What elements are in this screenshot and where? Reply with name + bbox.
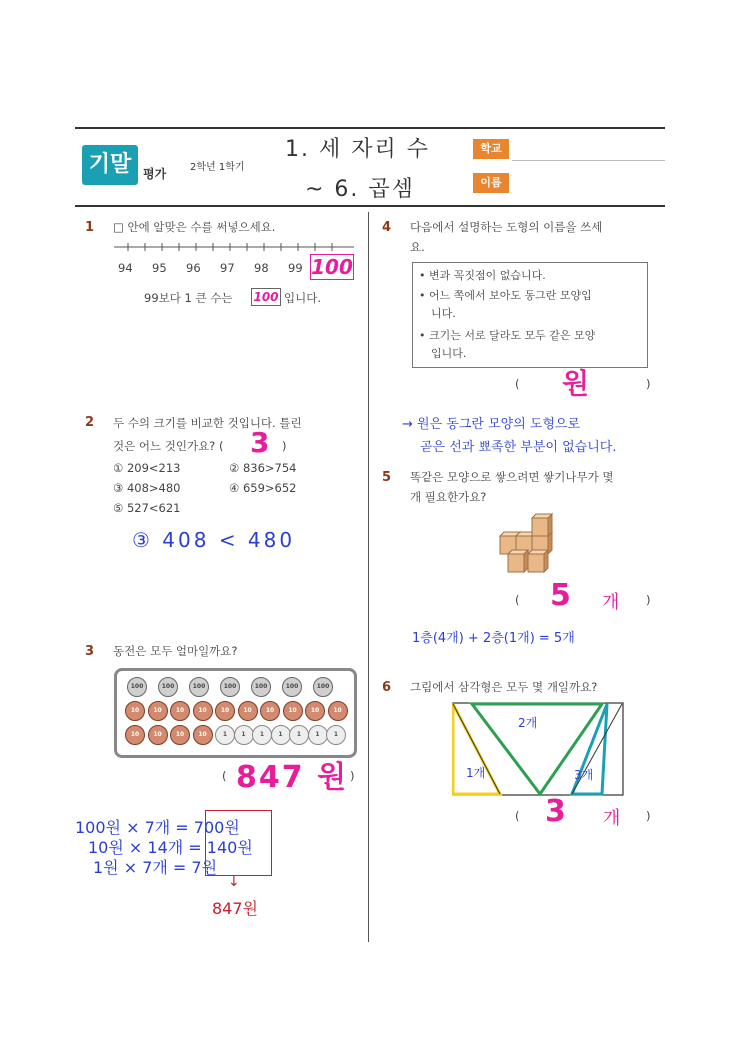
coin-10: 10: [148, 701, 168, 721]
school-field-line[interactable]: [512, 160, 665, 161]
question-3-number: 3: [85, 644, 95, 659]
question-2-work-handwritten: ③ 408 < 480: [132, 528, 296, 552]
number-line: [112, 240, 356, 254]
coin-1: 1: [215, 725, 235, 745]
coin-10: 10: [328, 701, 348, 721]
answer-box-handwritten[interactable]: 100: [311, 255, 353, 279]
coin-panel: [114, 668, 357, 758]
work-line: 1원 × 7개 = 7원: [93, 858, 218, 877]
question-3-answer-handwritten[interactable]: 847 원: [236, 760, 349, 795]
question-4-number: 4: [382, 220, 392, 235]
coin-1: 1: [271, 725, 291, 745]
page-title-line2: ~ 6. 곱셈: [305, 177, 415, 202]
tick-label: 95: [152, 261, 167, 275]
coin-100: 100: [251, 677, 271, 697]
coin-10: 10: [125, 725, 145, 745]
coin-10: 10: [238, 701, 258, 721]
question-5-close-paren: ): [646, 593, 651, 607]
question-3-close-paren: ): [350, 769, 355, 783]
hint-line: • 어느 쪽에서 보아도 동그란 모양입: [419, 289, 592, 302]
option-item: ③ 408>480: [113, 481, 181, 495]
coin-100: 100: [282, 677, 302, 697]
question-3-total-handwritten: 847원: [212, 899, 258, 918]
hint-line: 입니다.: [431, 347, 467, 360]
stacked-cubes-figure: [490, 508, 570, 578]
question-4-text-line1: 다음에서 설명하는 도형의 이름을 쓰세: [410, 220, 603, 234]
coin-10: 10: [170, 701, 190, 721]
coin-1: 1: [308, 725, 328, 745]
coin-100: 100: [127, 677, 147, 697]
brand-logo: 기말: [82, 145, 138, 185]
coin-10: 10: [283, 701, 303, 721]
triangle-label-top: 2개: [518, 716, 538, 730]
column-divider: [368, 212, 369, 942]
option-item: ① 209<213: [113, 461, 181, 475]
tick-label: 98: [254, 261, 269, 275]
coin-1: 1: [252, 725, 272, 745]
tick-label: 99: [288, 261, 303, 275]
hint-line: 니다.: [431, 307, 456, 320]
question-3-open-paren: (: [222, 769, 227, 783]
question-4-note-line1: → 원은 동그란 모양의 도형으로: [402, 417, 581, 432]
question-2-text-line1: 두 수의 크기를 비교한 것입니다. 틀린: [113, 416, 302, 430]
coin-10: 10: [193, 701, 213, 721]
question-6-text: 그림에서 삼각형은 모두 몇 개일까요?: [410, 680, 598, 694]
coin-1: 1: [289, 725, 309, 745]
question-5-answer-handwritten[interactable]: 5: [550, 578, 571, 613]
question-4-open-paren: (: [515, 377, 520, 391]
question-5-unit-handwritten: 개: [602, 592, 620, 613]
coin-10: 10: [260, 701, 280, 721]
question-4-text-line2: 요.: [410, 240, 425, 254]
triangle-label-left: 1개: [466, 766, 486, 780]
question-5-open-paren: (: [515, 593, 520, 607]
question-1-text: □ 안에 알맞은 수를 써넣으세요.: [113, 220, 276, 234]
header-top-rule: [75, 127, 665, 129]
option-item: ② 836>754: [229, 461, 297, 475]
coin-10: 10: [215, 701, 235, 721]
option-item: ⑤ 527<621: [113, 501, 181, 515]
sentence-answer-box[interactable]: 100: [251, 288, 281, 306]
page-title-line1: 1. 세 자리 수: [285, 137, 430, 162]
question-1-number: 1: [85, 220, 95, 235]
triangle-figure: [452, 702, 624, 796]
coin-100: 100: [158, 677, 178, 697]
question-5-text-line1: 똑같은 모양으로 쌓으려면 쌓기나무가 몇: [410, 470, 614, 484]
option-item: ④ 659>652: [229, 481, 297, 495]
question-6-number: 6: [382, 680, 392, 695]
grade-label: 2학년 1학기: [190, 162, 245, 173]
question-6-close-paren: ): [646, 809, 651, 823]
tick-label: 97: [220, 261, 235, 275]
triangle-label-right: 3개: [574, 768, 594, 782]
coin-10: 10: [170, 725, 190, 745]
work-line: 10원 × 14개 = 140원: [88, 838, 253, 857]
tick-label: 94: [118, 261, 133, 275]
question-4-answer-handwritten[interactable]: 원: [562, 367, 590, 400]
hint-line: • 크기는 서로 달라도 모두 같은 모양: [419, 329, 596, 342]
question-6-open-paren: (: [515, 809, 520, 823]
coin-1: 1: [326, 725, 346, 745]
down-arrow: ↓: [228, 874, 240, 890]
coin-10: 10: [125, 701, 145, 721]
tick-label: 96: [186, 261, 201, 275]
coin-1: 1: [234, 725, 254, 745]
question-5-number: 5: [382, 470, 392, 485]
question-4-close-paren: ): [646, 377, 651, 391]
question-2-close-paren: ): [282, 439, 287, 453]
name-tag: 이름: [473, 173, 509, 193]
question-1-sentence-post: 입니다.: [284, 291, 321, 305]
question-2-answer-handwritten[interactable]: 3: [250, 426, 270, 459]
question-3-text: 동전은 모두 얼마일까요?: [113, 644, 238, 658]
question-2-text-line2: 것은 어느 것인가요? (: [113, 439, 224, 453]
hint-line: • 변과 꼭짓점이 없습니다.: [419, 269, 546, 282]
coin-100: 100: [189, 677, 209, 697]
school-tag: 학교: [473, 139, 509, 159]
question-5-text-line2: 개 필요한가요?: [410, 490, 487, 504]
question-1-sentence-pre: 99보다 1 큰 수는: [144, 291, 233, 305]
header-bottom-rule: [75, 205, 665, 207]
question-6-unit-handwritten: 개: [603, 808, 621, 829]
hint-box: [412, 262, 648, 368]
coin-100: 100: [313, 677, 333, 697]
coin-10: 10: [305, 701, 325, 721]
question-6-answer-handwritten[interactable]: 3: [545, 794, 566, 829]
coin-10: 10: [193, 725, 213, 745]
brand-logo-sub: 평가: [143, 167, 167, 181]
sum-box: [205, 810, 272, 876]
coin-100: 100: [220, 677, 240, 697]
work-line: 100원 × 7개 = 700원: [75, 818, 240, 837]
question-4-note-line2: 곧은 선과 뾰족한 부분이 없습니다.: [420, 440, 617, 455]
coin-10: 10: [148, 725, 168, 745]
question-2-number: 2: [85, 415, 95, 430]
question-5-work-handwritten: 1층(4개) + 2층(1개) = 5개: [412, 631, 575, 646]
